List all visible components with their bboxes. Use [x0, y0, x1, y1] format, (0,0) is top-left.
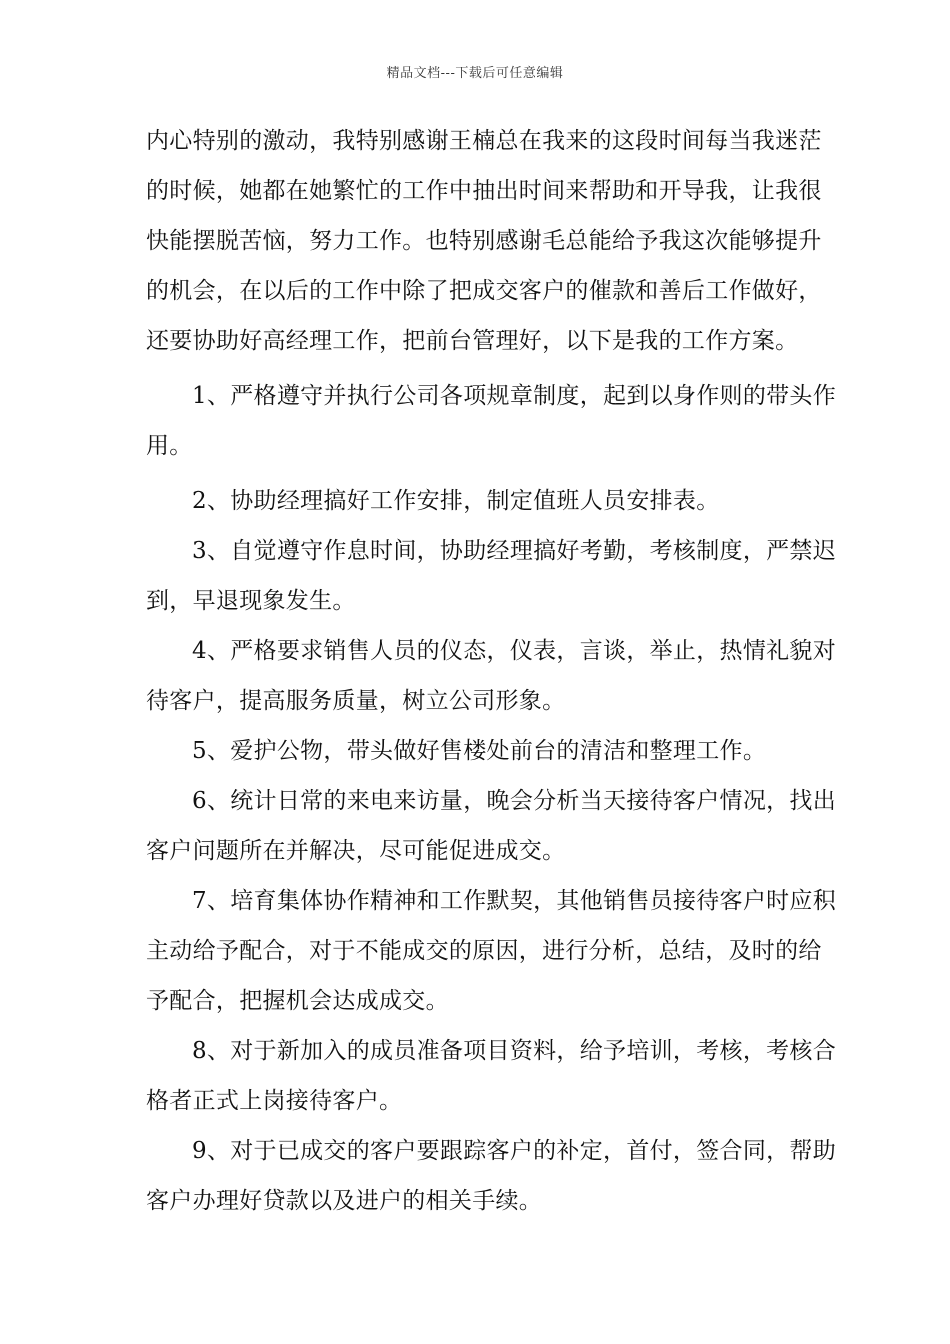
item-7-line-3: 予配合，把握机会达成成交。 — [146, 988, 449, 1014]
item-3-line-1: 3、自觉遵守作息时间，协助经理搞好考勤，考核制度，严禁迟 — [192, 538, 837, 564]
item-8-line-2: 格者正式上岗接待客户。 — [146, 1088, 403, 1114]
item-4-line-1: 4、严格要求销售人员的仪态，仪表，言谈，举止，热情礼貌对 — [192, 638, 837, 664]
item-2-line-1: 2、协助经理搞好工作安排，制定值班人员安排表。 — [192, 488, 720, 514]
text-line-4: 的机会，在以后的工作中除了把成交客户的催款和善后工作做好， — [146, 278, 822, 304]
item-8-line-1: 8、对于新加入的成员准备项目资料，给予培训，考核，考核合 — [192, 1038, 837, 1064]
item-9-line-1: 9、对于已成交的客户要跟踪客户的补定，首付，签合同，帮助 — [192, 1138, 837, 1164]
item-9-line-2: 客户办理好贷款以及进户的相关手续。 — [146, 1188, 543, 1214]
text-line-2: 的时候，她都在她繁忙的工作中抽出时间来帮助和开导我，让我很 — [146, 178, 822, 204]
page-header: 精品文档---下载后可任意编辑 — [386, 66, 564, 81]
item-1-line-2: 用。 — [146, 433, 193, 459]
item-3-line-2: 到，早退现象发生。 — [146, 588, 356, 614]
text-line-1: 内心特别的激动，我特别感谢王楠总在我来的这段时间每当我迷茫 — [146, 128, 822, 154]
text-line-5: 还要协助好高经理工作，把前台管理好，以下是我的工作方案。 — [146, 328, 799, 354]
item-1-line-1: 1、严格遵守并执行公司各项规章制度，起到以身作则的带头作 — [192, 383, 837, 409]
item-7-line-1: 7、培育集体协作精神和工作默契，其他销售员接待客户时应积 — [192, 888, 837, 914]
item-6-line-1: 6、统计日常的来电来访量，晚会分析当天接待客户情况，找出 — [192, 788, 837, 814]
item-5-line-1: 5、爱护公物，带头做好售楼处前台的清洁和整理工作。 — [192, 738, 767, 764]
item-6-line-2: 客户问题所在并解决，尽可能促进成交。 — [146, 838, 566, 864]
item-4-line-2: 待客户，提高服务质量，树立公司形象。 — [146, 688, 566, 714]
text-line-3: 快能摆脱苦恼，努力工作。也特别感谢毛总能给予我这次能够提升 — [146, 228, 822, 254]
item-7-line-2: 主动给予配合，对于不能成交的原因，进行分析，总结，及时的给 — [146, 938, 822, 964]
